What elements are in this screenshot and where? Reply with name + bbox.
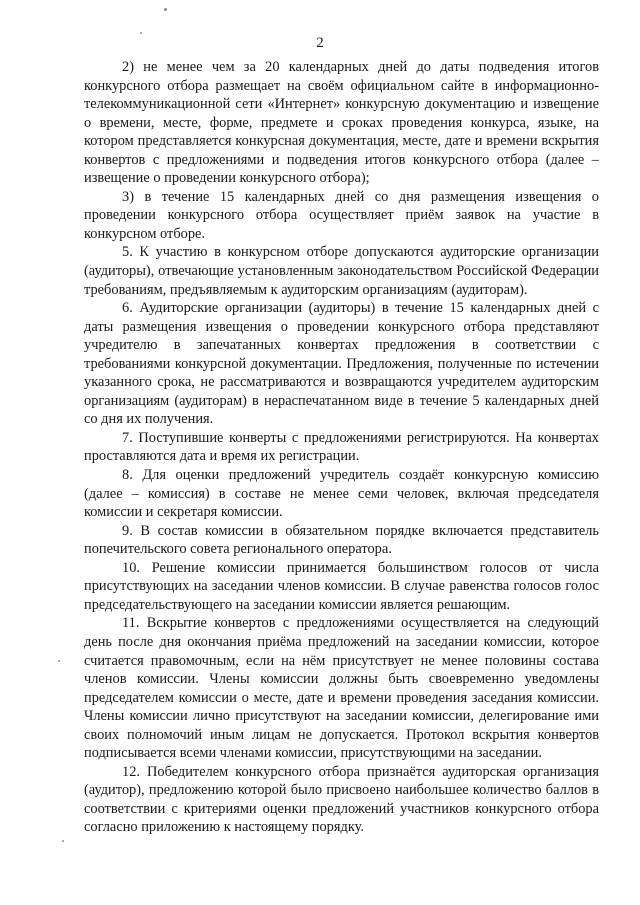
page-number: 2	[316, 35, 324, 51]
paragraph-clause-8: 8. Для оценки предложений учредитель создаёт конкурсную комиссию (далее – комиссия) в составе не менее семи человек, включая председателя комиссии и секретаря комиссии.	[84, 467, 599, 521]
paragraph-clause-5: 5. К участию в конкурсном отборе допускаются аудиторские организации (аудиторы), отвечающие установленным законодательством Российской Федерации требованиям, предъявляемым к аудиторским организациям (аудиторам).	[84, 244, 599, 298]
paragraph-item-2: 2) не менее чем за 20 календарных дней до даты подведения итогов конкурсного отбора размещает на своём официальном сайте в информационно-телекоммуникационной сети «Интернет» конкурсную документацию и извещение о времени, месте, форме, предмете и сроках проведения конкурса, языке, на котором представляется конкурсная документация, месте, дате и времени вскрытия конвертов с предложениями и подведения итогов конкурсного отбора (далее – извещение о проведении конкурсного отбора);	[84, 59, 599, 187]
paragraph-item-3: 3) в течение 15 календарных дней со дня размещения извещения о проведении конкурсного отбора осуществляет приём заявок на участие в конкурсном отборе.	[84, 188, 599, 242]
paragraph-clause-7: 7. Поступившие конверты с предложениями регистрируются. На конвертах проставляются дата и время их регистрации.	[84, 429, 599, 465]
paragraph-clause-12: 12. Победителем конкурсного отбора признаётся аудиторская организация (аудитор), предложению которой было присвоено наибольшее количество баллов в соответствии с критериями оценки предложений участников конкурсного отбора согласно приложению к настоящему порядку.	[84, 763, 599, 836]
document-body	[84, 58, 599, 837]
paragraph-clause-11: 11. Вскрытие конвертов с предложениями осуществляется на следующий день после дня окончания приёма предложений на заседании комиссии, которое считается правомочным, если на нём присутствует не менее половины состава членов комиссии. Члены комиссии должны быть своевременно уведомлены председателем комиссии о месте, дате и времени проведения заседания комиссии. Члены комиссии лично присутствуют на заседании комиссии, делегирование ими своих полномочий иным лицам не допускается. Протокол вскрытия конвертов подписывается всеми членами комиссии, присутствующими на заседании.	[84, 615, 599, 762]
scan-speck	[164, 8, 167, 11]
scan-speck	[62, 840, 64, 842]
paragraph-clause-6: 6. Аудиторские организации (аудиторы) в течение 15 календарных дней с даты размещения извещения о проведении конкурсного отбора представляют учредителю в запечатанных конвертах предложения в соответствии с требованиями конкурсной документации. Предложения, полученные по истечении указанного срока, не рассматриваются и возвращаются учредителем аудиторским организациям (аудиторам) в нераспечатанном виде в течение 5 календарных дней со дня их получения.	[84, 300, 599, 428]
scan-speck	[58, 660, 60, 662]
paragraph-clause-10: 10. Решение комиссии принимается большинством голосов от числа присутствующих на заседании членов комиссии. В случае равенства голосов голос председательствующего на заседании комиссии является решающим.	[84, 559, 599, 613]
paragraph-clause-9: 9. В состав комиссии в обязательном порядке включается представитель попечительского совета регионального оператора.	[84, 522, 599, 558]
